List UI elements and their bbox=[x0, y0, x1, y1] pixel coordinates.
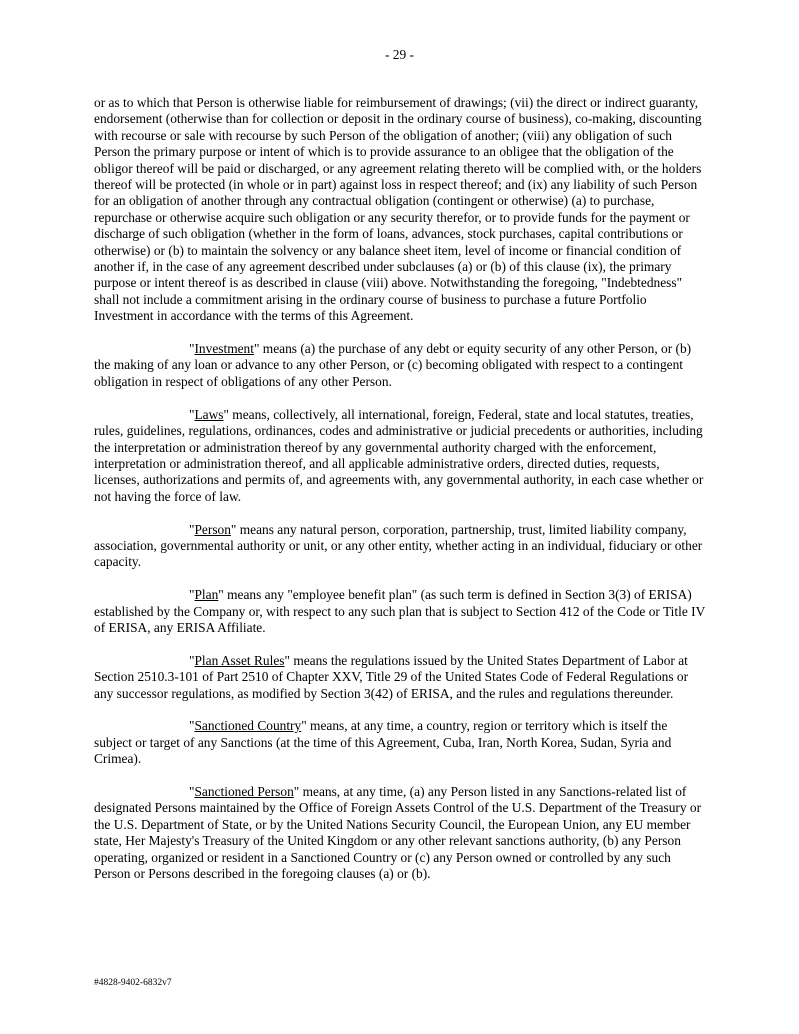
definition-text: " means the regulations issued by the United States Department of Labor at Section 2510.3-101 of Part 2510 of Chapter XXV, Title 29 of the United States Code of Federal Regulations or any successor regulations, as modified by Section 3(42) of ERISA, and the rules and regulations thereunder. bbox=[94, 652, 689, 701]
defined-term: Plan Asset Rules bbox=[194, 652, 285, 668]
quote-open: " bbox=[189, 718, 195, 734]
definition-text: " means, at any time, a country, region or territory which is itself the subject or target of any Sanctions (at the time of this Agreement, Cuba, Iran, North Korea, Sudan, Syria and Crimea). bbox=[94, 718, 672, 767]
definition-person bbox=[94, 522, 708, 571]
page-number: - 29 - bbox=[384, 47, 414, 62]
defined-term: Sanctioned Person bbox=[194, 783, 294, 799]
quote-open: " bbox=[189, 406, 195, 422]
quote-open: " bbox=[189, 521, 195, 537]
document-body bbox=[94, 95, 708, 899]
definition-investment bbox=[94, 341, 708, 390]
definition-sanctioned-country bbox=[94, 718, 708, 767]
definition-laws bbox=[94, 407, 708, 505]
paragraph-indebtedness-continued bbox=[94, 95, 708, 325]
defined-term: Laws bbox=[194, 406, 224, 422]
defined-term: Person bbox=[194, 521, 231, 537]
definition-text: " means any "employee benefit plan" (as such term is defined in Section 3(3) of ERISA) established by the Company or, with respect to any such plan that is subject to Section 412 of the Code or Title IV of ERISA, any ERISA Affiliate. bbox=[94, 587, 706, 635]
quote-open: " bbox=[189, 587, 195, 603]
defined-term: Plan bbox=[194, 587, 219, 603]
quote-open: " bbox=[189, 652, 195, 668]
quote-open: " bbox=[189, 783, 195, 799]
definition-text: " means (a) the purchase of any debt or equity security of any other Person, or (b) the making of any loan or advance to any other Person, or (c) becoming obligated with respect to a contingent obligation in respect of obligations of any other Person. bbox=[94, 341, 692, 389]
definition-plan-asset-rules bbox=[94, 653, 708, 702]
definition-text: " means any natural person, corporation, partnership, trust, limited liability company, association, governmental authority or unit, or any other entity, whether acting in an individual, fiduciary or other capacity. bbox=[94, 521, 703, 570]
quote-open: " bbox=[189, 341, 195, 357]
definition-text: " means, collectively, all international, foreign, Federal, state and local statutes, treaties, rules, guidelines, regulations, ordinances, codes and administrative or judicial precedents or authorities, including the interpretation or administration thereof by any governmental authority charged with the enforcement, interpretation or administration thereof, and all applicable administrative orders, directed duties, requests, licenses, authorizations and permits of, and agreements with, any governmental authority, in each case whether or not having the force of law. bbox=[94, 406, 704, 504]
definition-plan bbox=[94, 587, 708, 636]
definition-text: " means, at any time, (a) any Person listed in any Sanctions-related list of designated Persons maintained by the Office of Foreign Assets Control of the U.S. Department of the Treasury or the U.S. Department of State, or by the United Nations Security Council, the European Union, any EU member state, Her Majesty's Treasury of the United Kingdom or any other relevant sanctions authority, (b) any Person operating, organized or resident in a Sanctioned Country or (c) any Person owned or controlled by any such Person or Persons described in the foregoing clauses (a) or (b). bbox=[94, 783, 702, 881]
defined-term: Investment bbox=[194, 341, 254, 357]
definition-sanctioned-person bbox=[94, 784, 708, 882]
paragraph-text: or as to which that Person is otherwise liable for reimbursement of drawings; (vii) the direct or indirect guaranty, endorsement (otherwise than for collection or deposit in the ordinary course of business), co-making, discounting with recourse or sale with recourse by such Person of the obligation of another; (viii) any obligation of such Person the primary purpose or intent of which is to provide assurance to an obligee that the obligation of the obligor thereof will be paid or discharged, or any agreement relating thereto will be complied with, or the holders thereof will be protected (in whole or in part) against loss in respect thereof; and (ix) any liability of such Person for an obligation of another through any contractual obligation (contingent or otherwise) (a) to purchase, repurchase or otherwise acquire such obligation or any security therefor, or to provide funds for the payment or discharge of such obligation (whether in the form of loans, advances, stock purchases, capital contributions or otherwise) or (b) to maintain the solvency or any balance sheet item, level of income or financial condition of another if, in the case of any agreement described under subclauses (a) or (b) of this clause (ix), the primary purpose or intent thereof is as described in clause (viii) above. Notwithstanding the foregoing, "Indebtedness" shall not include a commitment arising in the ordinary course of business to purchase a future Portfolio Investment in accordance with the terms of this Agreement. bbox=[94, 95, 702, 324]
defined-term: Sanctioned Country bbox=[194, 718, 302, 734]
document-id-footer: #4828-9402-6832v7 bbox=[94, 978, 172, 988]
